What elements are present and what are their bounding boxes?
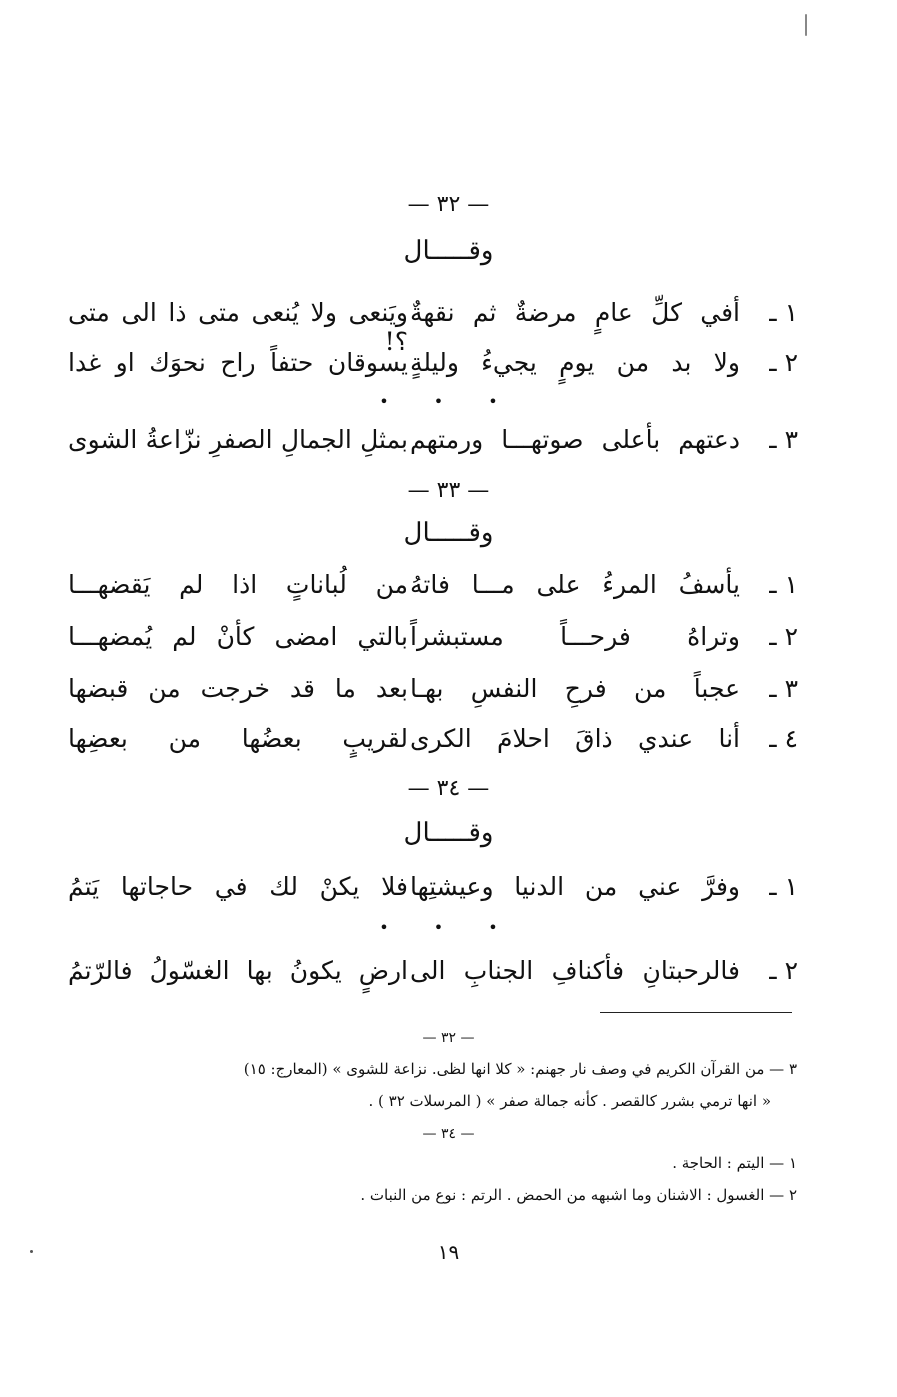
footnote-rule xyxy=(600,1012,792,1013)
poem-number-34: — ٣٤ — xyxy=(407,776,490,801)
verse-second-hemistich: بالتي امضى كأنْ لم يُمضهـــا xyxy=(68,622,408,651)
verse-second-hemistich: من لُباناتٍ اذا لم يَقضهـــا xyxy=(68,570,408,599)
poem-heading-33: وقـــــال xyxy=(403,518,494,548)
verse-34-1 xyxy=(68,872,798,916)
verse-33-2 xyxy=(68,622,798,666)
verse-first-hemistich: يأسفُ المرءُ على مـــا فاتهُ xyxy=(410,570,740,599)
verse-32-1 xyxy=(68,298,798,356)
page-number: ١٩ xyxy=(437,1240,460,1264)
verse-index: ١ ـ xyxy=(769,872,798,901)
poem-number-32: — ٣٢ — xyxy=(407,192,490,217)
verse-second-hemistich: فلا يكنْ لك في حاجاتها يَتمُ xyxy=(68,872,408,901)
verse-index: ٢ ـ xyxy=(769,348,798,377)
verse-index: ١ ـ xyxy=(769,298,798,327)
verse-33-3 xyxy=(68,674,798,718)
ornament-dots: • • • xyxy=(379,918,518,937)
verse-32-2 xyxy=(68,348,798,392)
footnote-line: ١ — اليتم : الحاجة . xyxy=(672,1154,797,1172)
footnote-line: « انها ترمي بشرر كالقصر . كأنه جمالة صفر » ( المرسلات ٣٢ ) . xyxy=(368,1092,771,1110)
verse-second-hemistich: بمثلِ الجمالِ الصفرِ نزّاعةُ الشوى xyxy=(68,425,408,454)
poem-heading-34: وقـــــال xyxy=(403,818,494,848)
ornament-dots: • • • xyxy=(379,392,518,411)
poem-number-33: — ٣٣ — xyxy=(407,478,490,503)
verse-first-hemistich: عجباً من فرحِ النفسِ بهـا xyxy=(410,674,740,703)
footnote-line: ٢ — الغسول : الاشنان وما اشبهه من الحمض . الرتم : نوع من النبات . xyxy=(360,1186,797,1204)
verse-first-hemistich: أنا عندي ذاقَ احلامَ الكرى xyxy=(410,724,740,753)
verse-index: ٣ ـ xyxy=(769,674,798,703)
scan-mark xyxy=(805,14,807,36)
verse-second-hemistich: يسوقان حتفاً راح نحوَك او غدا xyxy=(68,348,408,377)
verse-index: ٤ ـ xyxy=(769,724,798,753)
verse-first-hemistich: وتراهُ فرحـــاً مستبشراً xyxy=(410,622,740,651)
verse-first-hemistich: ولا بد من يومٍ يجيءُ وليلةٍ xyxy=(410,348,740,377)
footnote-heading-34: — ٣٤ — xyxy=(422,1126,475,1142)
verse-second-hemistich: ارضٍ يكونُ بها الغسّولُ فالرّتمُ xyxy=(68,956,408,985)
verse-first-hemistich: أفي كلِّ عامٍ مرضةٌ ثم نقهةٌ xyxy=(410,298,740,327)
poem-heading-32: وقـــــال xyxy=(403,236,494,266)
verse-first-hemistich: وفرَّ عني من الدنيا وعيشتِها xyxy=(410,872,740,901)
footnote-line: ٣ — من القرآن الكريم في وصف نار جهنم: « كلا انها لظى. نزاعة للشوى » (المعارج: ١٥) xyxy=(243,1060,797,1078)
verse-33-4 xyxy=(68,724,798,768)
verse-index: ١ ـ xyxy=(769,570,798,599)
verse-second-hemistich: ويَنعى ولا يُنعى متى ذا الى متى ؟! xyxy=(68,298,408,356)
verse-34-2 xyxy=(68,956,798,1000)
footnote-heading-32: — ٣٢ — xyxy=(422,1030,475,1046)
verse-first-hemistich: دعتهم بأعلى صوتهـــا ورمتهم xyxy=(410,425,740,454)
verse-first-hemistich: فالرحبتانِ فأكنافِ الجنابِ الى xyxy=(410,956,740,985)
verse-33-1 xyxy=(68,570,798,614)
verse-index: ٢ ـ xyxy=(769,956,798,985)
verse-index: ٣ ـ xyxy=(769,425,798,454)
verse-index: ٢ ـ xyxy=(769,622,798,651)
verse-second-hemistich: بعد ما قد خرجت من قبضها xyxy=(68,674,408,703)
verse-second-hemistich: لقريبٍ بعضُها من بعضِها xyxy=(68,724,408,753)
verse-32-3 xyxy=(68,425,798,469)
